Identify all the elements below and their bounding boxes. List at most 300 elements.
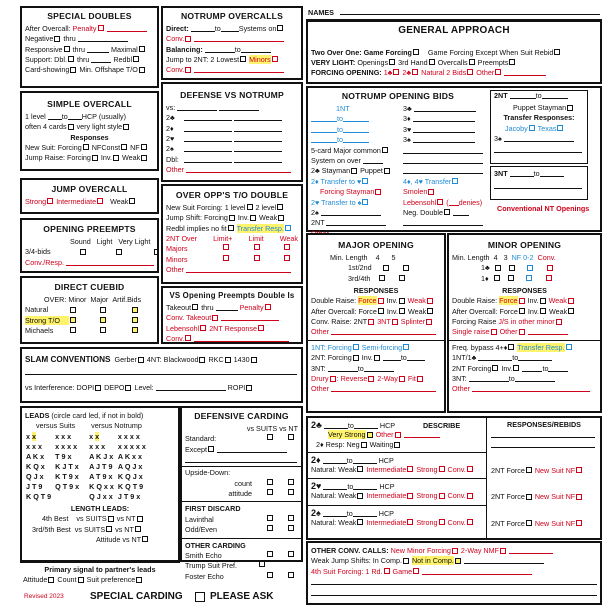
- two-nt-field[interactable]: [326, 219, 386, 226]
- lebensohl-checkbox[interactable]: [200, 325, 206, 331]
- smolen-checkbox[interactable]: [428, 189, 434, 195]
- slam-conventions-field[interactable]: [25, 368, 297, 375]
- odd-even-nt-checkbox[interactable]: [288, 525, 294, 531]
- one-nt-from-field-3[interactable]: [311, 136, 337, 143]
- other-checkbox[interactable]: [519, 329, 525, 335]
- two-h-intermediate-checkbox[interactable]: [407, 493, 413, 499]
- lead-combination[interactable]: x x: [26, 432, 36, 442]
- count-checkbox[interactable]: [78, 577, 84, 583]
- conv-field[interactable]: [194, 335, 289, 342]
- major-checkbox[interactable]: [100, 317, 106, 323]
- lavinthal-suits-checkbox[interactable]: [267, 515, 273, 521]
- js-other-minor-checkbox[interactable]: [556, 319, 562, 325]
- two-way-checkbox[interactable]: [399, 376, 405, 382]
- limit-checkbox[interactable]: [254, 255, 260, 261]
- two-s-natural-weak-checkbox[interactable]: [357, 519, 363, 525]
- minors-checkbox[interactable]: [272, 56, 278, 62]
- one-nt-to-field[interactable]: [343, 115, 369, 122]
- jump-raise-inv-checkbox[interactable]: [113, 155, 119, 161]
- artif-bids-checkbox[interactable]: [132, 307, 138, 313]
- foster-echo-nt-checkbox[interactable]: [288, 572, 294, 578]
- three-nt-from-field[interactable]: [328, 365, 358, 372]
- other-field[interactable]: [186, 266, 291, 273]
- except-field[interactable]: [217, 446, 287, 453]
- systems-on-checkbox[interactable]: [277, 25, 283, 31]
- lead-combination[interactable]: K T 9 x: [55, 472, 79, 482]
- first-second-four-checkbox[interactable]: [383, 265, 389, 271]
- forcing-stayman-checkbox[interactable]: [375, 189, 381, 195]
- lead-combination[interactable]: x x x: [55, 432, 72, 442]
- bid-meaning-field-2[interactable]: [234, 135, 282, 142]
- two-diamonds-to-field[interactable]: [353, 457, 377, 464]
- other-field[interactable]: [186, 166, 291, 173]
- bid-meaning-field[interactable]: [184, 135, 232, 142]
- fourth-suit-game-checkbox[interactable]: [413, 568, 419, 574]
- one-nt-from-field-2[interactable]: [311, 126, 337, 133]
- two-h-new-suit-nf-checkbox[interactable]: [576, 494, 582, 500]
- two-clubs-response-field-2[interactable]: [491, 441, 595, 448]
- nt-middle-field-2[interactable]: [403, 157, 483, 164]
- maximal-checkbox[interactable]: [139, 46, 145, 52]
- other-checkbox[interactable]: [395, 432, 401, 438]
- lead-combination[interactable]: J T 9: [26, 482, 43, 492]
- weak-checkbox[interactable]: [284, 255, 290, 261]
- level-from-field[interactable]: [48, 113, 62, 120]
- transfer-to-hearts-checkbox[interactable]: [362, 178, 368, 184]
- three-spades-field[interactable]: [413, 136, 475, 143]
- penalty-checkbox[interactable]: [265, 304, 271, 310]
- conv-raise-2nt-checkbox[interactable]: [368, 319, 374, 325]
- suit-preference-checkbox[interactable]: [136, 577, 142, 583]
- other-checkbox[interactable]: [495, 69, 501, 75]
- limit-plus-checkbox[interactable]: [223, 244, 229, 250]
- three-nt-extra-field[interactable]: [494, 182, 582, 189]
- lead-combination[interactable]: A K x: [26, 452, 45, 462]
- lead-combination[interactable]: Q T 9 x: [55, 482, 80, 492]
- trump-suit-pref-checkbox[interactable]: [259, 561, 265, 567]
- jump-shift-weak-checkbox[interactable]: [278, 215, 284, 221]
- artif-bids-checkbox[interactable]: [132, 327, 138, 333]
- one-nt-from-field[interactable]: [478, 354, 512, 361]
- bid-meaning-field-2[interactable]: [234, 125, 282, 132]
- conv-resp-field[interactable]: [66, 259, 154, 266]
- balancing-from-field[interactable]: [205, 46, 235, 53]
- two-nt-from-field[interactable]: [383, 354, 401, 361]
- redbl-implies-checkbox[interactable]: [228, 225, 234, 231]
- drury-checkbox[interactable]: [330, 376, 336, 382]
- penalty-field[interactable]: [107, 25, 147, 32]
- bid-meaning-field[interactable]: [184, 125, 232, 132]
- preempts-checkbox[interactable]: [509, 59, 515, 65]
- one-club-conv-checkbox[interactable]: [547, 265, 553, 271]
- other-field[interactable]: [504, 69, 546, 76]
- card-showing-checkbox[interactable]: [70, 67, 76, 73]
- openings-checkbox[interactable]: [389, 59, 395, 65]
- takeout-thru-field[interactable]: [216, 304, 238, 311]
- two-d-two-nt-force-checkbox[interactable]: [526, 467, 532, 473]
- one-diamond-nf-checkbox[interactable]: [526, 275, 532, 281]
- attitude-checkbox[interactable]: [48, 577, 54, 583]
- first-second-five-checkbox[interactable]: [403, 265, 409, 271]
- foster-echo-suits-checkbox[interactable]: [267, 572, 273, 578]
- sound-checkbox[interactable]: [80, 249, 86, 255]
- nt-middle-field-3[interactable]: [403, 167, 483, 174]
- two-h-conv-checkbox[interactable]: [467, 493, 473, 499]
- balancing-to-field[interactable]: [241, 46, 271, 53]
- other-conv-field[interactable]: [509, 547, 553, 554]
- level-to-field[interactable]: [68, 113, 82, 120]
- jump-2nt-checkbox[interactable]: [240, 56, 246, 62]
- two-clubs-to-field[interactable]: [354, 422, 378, 429]
- two-s-strong-checkbox[interactable]: [439, 519, 445, 525]
- two-diamonds-from-field[interactable]: [323, 457, 347, 464]
- except-field-2[interactable]: [185, 456, 297, 463]
- two-d-natural-weak-checkbox[interactable]: [357, 466, 363, 472]
- after-overcall-force-checkbox[interactable]: [519, 308, 525, 314]
- conv-checkbox-2[interactable]: [185, 67, 191, 73]
- double-raise-inv-checkbox[interactable]: [399, 298, 405, 304]
- support-dbl-checkbox[interactable]: [68, 56, 74, 62]
- waiting-checkbox[interactable]: [394, 442, 400, 448]
- strong-checkbox[interactable]: [47, 198, 53, 204]
- conv-field[interactable]: [194, 35, 284, 42]
- three-nt-from-field[interactable]: [469, 375, 509, 382]
- major-checkbox[interactable]: [100, 327, 106, 333]
- lead-combination[interactable]: x x x x: [55, 442, 78, 452]
- direct-to-field[interactable]: [221, 25, 239, 32]
- denies-field[interactable]: [449, 199, 459, 206]
- two-s-intermediate-checkbox[interactable]: [407, 519, 413, 525]
- lebensohl-checkbox[interactable]: [437, 199, 443, 205]
- two-h-two-nt-force-checkbox[interactable]: [526, 494, 532, 500]
- very-strong-checkbox[interactable]: [367, 432, 373, 438]
- two-h-strong-checkbox[interactable]: [439, 493, 445, 499]
- lead-combination[interactable]: x x: [89, 432, 100, 442]
- two-club-checkbox[interactable]: [412, 69, 418, 75]
- lavinthal-nt-checkbox[interactable]: [288, 515, 294, 521]
- responsive-thru-field[interactable]: [87, 46, 109, 53]
- conv-field-2[interactable]: [194, 66, 284, 73]
- not-in-comp-checkbox[interactable]: [455, 558, 461, 564]
- two-nt-response-checkbox[interactable]: [258, 325, 264, 331]
- artif-bids-checkbox[interactable]: [132, 317, 138, 323]
- lead-combination[interactable]: K Q T 9: [26, 492, 52, 502]
- new-suit-forcing-checkbox[interactable]: [83, 144, 89, 150]
- two-hearts-to-field[interactable]: [353, 483, 377, 490]
- attitude-vs-nt-checkbox[interactable]: [142, 536, 148, 542]
- bid-meaning-field-2[interactable]: [234, 114, 282, 121]
- game-forcing-except-checkbox[interactable]: [554, 49, 560, 55]
- two-s-conv-checkbox[interactable]: [467, 519, 473, 525]
- two-d-new-suit-nf-checkbox[interactable]: [576, 467, 582, 473]
- puppet-checkbox[interactable]: [384, 168, 390, 174]
- lead-combination[interactable]: A J T 9: [89, 462, 113, 472]
- other-field[interactable]: [404, 431, 440, 438]
- fourth-best-nt-checkbox[interactable]: [137, 516, 143, 522]
- count-suits-checkbox[interactable]: [267, 479, 273, 485]
- one-club-checkbox[interactable]: [393, 69, 399, 75]
- other-field[interactable]: [331, 328, 436, 335]
- three-nt-to-field[interactable]: [515, 375, 555, 382]
- lead-combination[interactable]: A K J x: [89, 452, 114, 462]
- lead-combination[interactable]: K Q J x: [117, 472, 143, 482]
- intermediate-checkbox[interactable]: [97, 198, 103, 204]
- after-overcall-inv-checkbox[interactable]: [540, 308, 546, 314]
- standard-suits-checkbox[interactable]: [267, 434, 273, 440]
- nf-const-checkbox[interactable]: [121, 144, 127, 150]
- lead-combination[interactable]: Q J x: [26, 472, 44, 482]
- one-diamond-four-checkbox[interactable]: [494, 275, 500, 281]
- two-spades-to-field[interactable]: [353, 510, 377, 517]
- four-nt-blackwood-checkbox[interactable]: [199, 357, 205, 363]
- lead-combination[interactable]: x x x: [89, 442, 106, 452]
- double-raise-inv-checkbox[interactable]: [540, 298, 546, 304]
- four-level-transfer-checkbox[interactable]: [452, 178, 458, 184]
- single-raise-checkbox[interactable]: [491, 329, 497, 335]
- support-thru-field[interactable]: [91, 56, 111, 63]
- two-nt-to-field[interactable]: [548, 365, 568, 372]
- two-h-natural-weak-checkbox[interactable]: [357, 493, 363, 499]
- direct-from-field[interactable]: [191, 25, 215, 32]
- lead-combination[interactable]: A T 9 x: [89, 472, 113, 482]
- two-clubs-from-field[interactable]: [324, 422, 348, 429]
- smith-echo-suits-checkbox[interactable]: [267, 551, 273, 557]
- dopi-checkbox[interactable]: [95, 385, 101, 391]
- one-nt-from-field[interactable]: [311, 115, 337, 122]
- third-fifth-nt-checkbox[interactable]: [135, 526, 141, 532]
- weak-jump-field[interactable]: [464, 557, 544, 564]
- attitude-nt-checkbox[interactable]: [288, 489, 294, 495]
- third-fourth-five-checkbox[interactable]: [399, 275, 405, 281]
- transfer-to-spades-checkbox[interactable]: [362, 199, 368, 205]
- two-over-one-checkbox[interactable]: [413, 49, 419, 55]
- one-nt-forcing-checkbox[interactable]: [353, 344, 359, 350]
- two-d-strong-checkbox[interactable]: [439, 466, 445, 472]
- bid-meaning-field-2[interactable]: [234, 156, 282, 163]
- after-overcall-weak-checkbox[interactable]: [427, 308, 433, 314]
- three-nt-from-field[interactable]: [510, 170, 534, 177]
- transfer-resp-checkbox[interactable]: [566, 344, 572, 350]
- lead-combination[interactable]: x x x x: [117, 432, 140, 442]
- three-clubs-field[interactable]: [414, 105, 476, 112]
- conv-raise-3nt-checkbox[interactable]: [392, 319, 398, 325]
- conv-takeout-checkbox[interactable]: [212, 315, 218, 321]
- takeout-checkbox[interactable]: [192, 304, 198, 310]
- lead-combination[interactable]: A K x x: [117, 452, 143, 462]
- three-hearts-field[interactable]: [413, 126, 475, 133]
- two-s-new-suit-nf-checkbox[interactable]: [576, 520, 582, 526]
- two-nt-inv-checkbox[interactable]: [374, 355, 380, 361]
- neg-checkbox[interactable]: [361, 442, 367, 448]
- lead-combination[interactable]: J T 9 x: [117, 492, 141, 502]
- two-nt-from-field[interactable]: [522, 365, 542, 372]
- vs-field-2[interactable]: [219, 104, 259, 111]
- nf-checkbox[interactable]: [141, 144, 147, 150]
- limit-plus-checkbox[interactable]: [223, 255, 229, 261]
- conv-checkbox[interactable]: [185, 36, 191, 42]
- other-conv-extra-field[interactable]: [311, 578, 597, 585]
- very-light-style-checkbox[interactable]: [123, 124, 129, 130]
- overcalls-checkbox[interactable]: [469, 59, 475, 65]
- lead-combination[interactable]: K J T x: [55, 462, 79, 472]
- code-1430-checkbox[interactable]: [251, 357, 257, 363]
- special-carding-checkbox[interactable]: [195, 592, 205, 602]
- fourth-best-suits-checkbox[interactable]: [108, 516, 114, 522]
- five-card-major-checkbox[interactable]: [382, 147, 388, 153]
- penalty-checkbox[interactable]: [98, 25, 104, 31]
- light-checkbox[interactable]: [116, 249, 122, 255]
- transfer-resp-checkbox[interactable]: [285, 225, 291, 231]
- other-field-2[interactable]: [472, 385, 590, 392]
- smith-echo-nt-checkbox[interactable]: [288, 551, 294, 557]
- vs-field[interactable]: [177, 104, 217, 111]
- three-spades-response-field[interactable]: [504, 135, 574, 142]
- lead-combination[interactable]: K Q x x: [89, 482, 114, 492]
- often-4-checkbox[interactable]: [68, 124, 74, 130]
- puppet-stayman-checkbox[interactable]: [567, 105, 573, 111]
- minor-checkbox[interactable]: [70, 317, 76, 323]
- lead-combination[interactable]: [53, 492, 81, 502]
- one-club-nf-checkbox[interactable]: [527, 265, 533, 271]
- fit-checkbox[interactable]: [417, 376, 423, 382]
- two-spades-from-field[interactable]: [323, 510, 347, 517]
- two-hearts-from-field[interactable]: [323, 483, 347, 490]
- standard-nt-checkbox[interactable]: [288, 434, 294, 440]
- jacoby-checkbox[interactable]: [529, 125, 535, 131]
- splinter-checkbox[interactable]: [426, 319, 432, 325]
- redbl-checkbox[interactable]: [133, 56, 139, 62]
- jump-raise-weak-checkbox[interactable]: [141, 155, 147, 161]
- rkc-checkbox[interactable]: [225, 357, 231, 363]
- two-nt-to-field[interactable]: [542, 92, 568, 99]
- odd-even-suits-checkbox[interactable]: [267, 525, 273, 531]
- very-light-checkbox[interactable]: [154, 249, 157, 255]
- new-suit-1-level-checkbox[interactable]: [247, 204, 253, 210]
- jump-shift-forcing-checkbox[interactable]: [229, 215, 235, 221]
- one-club-four-checkbox[interactable]: [495, 265, 501, 271]
- texas-checkbox[interactable]: [557, 125, 563, 131]
- ropi-checkbox[interactable]: [246, 385, 252, 391]
- one-nt-to-field[interactable]: [518, 354, 552, 361]
- two-nt-forcing-checkbox[interactable]: [353, 355, 359, 361]
- one-nt-to-field-3[interactable]: [343, 136, 369, 143]
- weak-jump-shifts-in-comp-checkbox[interactable]: [403, 558, 409, 564]
- other-field-2[interactable]: [331, 385, 436, 392]
- third-fourth-four-checkbox[interactable]: [379, 275, 385, 281]
- conv-checkbox[interactable]: [185, 335, 191, 341]
- two-clubs-response-field[interactable]: [491, 431, 595, 438]
- double-raise-weak-checkbox[interactable]: [427, 298, 433, 304]
- lead-combination[interactable]: K Q T 9: [117, 482, 144, 492]
- level-field[interactable]: [156, 384, 226, 391]
- one-nt-to-field-2[interactable]: [343, 126, 369, 133]
- conv-takeout-field[interactable]: [221, 314, 279, 321]
- lead-combination[interactable]: x x x: [26, 442, 42, 452]
- three-nt-to-field[interactable]: [540, 170, 564, 177]
- attitude-suits-checkbox[interactable]: [267, 489, 273, 495]
- after-overcall-inv-checkbox[interactable]: [399, 308, 405, 314]
- system-on-over-field[interactable]: [363, 157, 383, 164]
- lead-combination[interactable]: A Q J x: [117, 462, 143, 472]
- except-checkbox[interactable]: [208, 446, 214, 452]
- stayman-checkbox[interactable]: [351, 168, 357, 174]
- nt-middle-field-4[interactable]: [403, 219, 483, 226]
- lead-combination[interactable]: T 9 x: [55, 452, 72, 462]
- three-diamonds-field[interactable]: [413, 115, 475, 122]
- fourth-suit-one-round-checkbox[interactable]: [384, 568, 390, 574]
- bid-meaning-field[interactable]: [184, 145, 232, 152]
- lead-combination[interactable]: x x x x x: [117, 442, 146, 452]
- names-field[interactable]: [340, 8, 600, 15]
- two-spades-field[interactable]: [321, 209, 381, 216]
- one-diamond-conv-checkbox[interactable]: [546, 275, 552, 281]
- bid-meaning-field[interactable]: [184, 114, 232, 121]
- other-conv-extra-field-2[interactable]: [311, 589, 597, 596]
- semi-forcing-checkbox[interactable]: [403, 344, 409, 350]
- natural-2-bids-checkbox[interactable]: [467, 69, 473, 75]
- negative-checkbox[interactable]: [54, 36, 60, 42]
- min-offshape-checkbox[interactable]: [139, 67, 145, 73]
- freq-bypass-checkbox[interactable]: [508, 344, 514, 350]
- two-nt-to-field[interactable]: [407, 354, 425, 361]
- neg-double-field[interactable]: [453, 209, 469, 216]
- minor-checkbox[interactable]: [70, 327, 76, 333]
- lead-combination[interactable]: K Q x: [26, 462, 45, 472]
- weak-checkbox[interactable]: [129, 198, 135, 204]
- two-d-conv-checkbox[interactable]: [467, 466, 473, 472]
- major-checkbox[interactable]: [100, 307, 106, 313]
- new-minor-forcing-checkbox[interactable]: [452, 548, 458, 554]
- two-level-checkbox[interactable]: [277, 204, 283, 210]
- responsive-checkbox[interactable]: [64, 46, 70, 52]
- neg-double-checkbox[interactable]: [444, 209, 450, 215]
- one-club-three-checkbox[interactable]: [509, 265, 515, 271]
- jump-shift-inv-checkbox[interactable]: [250, 215, 256, 221]
- minor-checkbox[interactable]: [70, 307, 76, 313]
- two-nt-extra-field[interactable]: [494, 146, 582, 153]
- reverse-checkbox[interactable]: [368, 376, 374, 382]
- fourth-suit-field[interactable]: [422, 568, 532, 575]
- bid-meaning-field[interactable]: [184, 156, 232, 163]
- two-nt-forcing-checkbox[interactable]: [492, 365, 498, 371]
- weak-checkbox[interactable]: [284, 244, 290, 250]
- jump-raise-forcing-checkbox[interactable]: [92, 155, 98, 161]
- other-field[interactable]: [528, 328, 568, 335]
- double-raise-weak-checkbox[interactable]: [568, 298, 574, 304]
- gerber-checkbox[interactable]: [138, 357, 144, 363]
- two-d-intermediate-checkbox[interactable]: [407, 466, 413, 472]
- third-hand-checkbox[interactable]: [429, 59, 435, 65]
- two-nt-inv-checkbox[interactable]: [513, 365, 519, 371]
- bid-meaning-field-2[interactable]: [234, 145, 282, 152]
- three-nt-to-field[interactable]: [364, 365, 394, 372]
- depo-checkbox[interactable]: [125, 385, 131, 391]
- count-nt-checkbox[interactable]: [288, 479, 294, 485]
- after-overcall-force-checkbox[interactable]: [378, 308, 384, 314]
- two-s-two-nt-force-checkbox[interactable]: [526, 520, 532, 526]
- nt-middle-field[interactable]: [403, 147, 483, 154]
- third-fifth-suits-checkbox[interactable]: [106, 526, 112, 532]
- after-overcall-weak-checkbox[interactable]: [568, 308, 574, 314]
- negative-thru-field[interactable]: [78, 35, 128, 42]
- one-diamond-three-checkbox[interactable]: [508, 275, 514, 281]
- two-way-nmf-checkbox[interactable]: [500, 548, 506, 554]
- lead-combination[interactable]: Q J x x: [89, 492, 113, 502]
- double-raise-force-checkbox[interactable]: [378, 298, 384, 304]
- two-nt-from-field[interactable]: [510, 92, 536, 99]
- double-raise-force-checkbox[interactable]: [519, 298, 525, 304]
- limit-checkbox[interactable]: [254, 244, 260, 250]
